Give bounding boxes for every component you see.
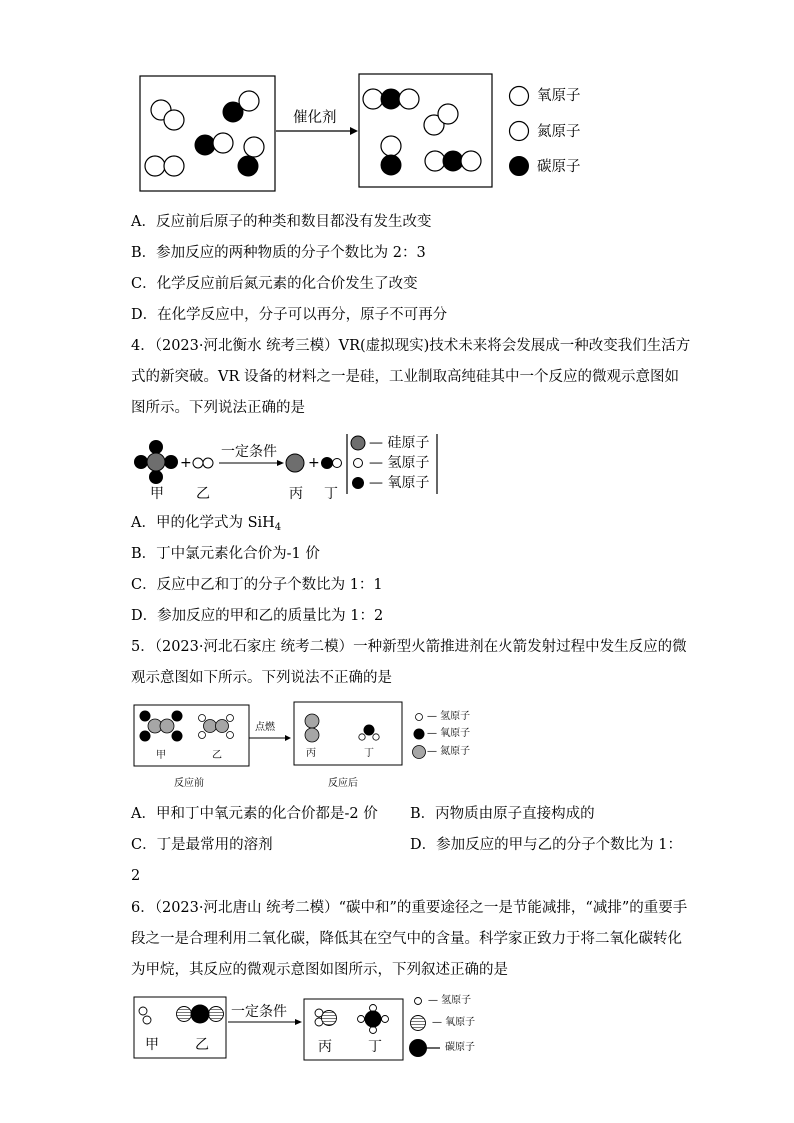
q5-stem-line2: 观示意图如下所示。下列说法不正确的是 [131,670,392,686]
hydrogen-atom [358,1016,365,1023]
q5-condition-label: 点燃 [255,722,275,733]
q3-option-a: A．反应前后原子的种类和数目都没有发生改变 [131,214,432,230]
q6-legend-carbon: 碳原子 [445,1042,475,1053]
q6-label-ding: 丁 [368,1039,382,1055]
q5-caption-after: 反应后 [328,778,358,789]
q5-legend-oxygen: — 氧原子 [427,728,471,739]
q4-stem-line1: 4．（2023·河北衡水 统考三模）VR(虚拟现实)技术未来将会发展成一种改变我们生活方 [131,338,691,354]
q4-stem-line2: 式的新突破。VR 设备的材料之一是硅，工业制取高纯硅其中一个反应的微观示意图如 [131,369,679,385]
q4-label-bing: 丙 [289,486,303,502]
q4-stem-line3: 图所示。下列说法正确的是 [131,400,305,416]
q3-legend-nitrogen: 氮原子 [537,124,581,140]
q3-option-b: B．参加反应的两种物质的分子个数比为 2：3 [131,245,426,261]
q4-option-d: D．参加反应的甲和乙的质量比为 1：2 [131,608,384,624]
q4-option-b: B．丁中氯元素化合价为-1 价 [131,546,320,562]
q6-stem-line3: 为甲烷，其反应的微观示意图如图所示，下列叙述正确的是 [131,962,508,978]
q4-option-c: C．反应中乙和丁的分子个数比为 1：1 [131,577,383,593]
q5-legend-hydrogen: — 氢原子 [427,711,471,722]
hydrogen-atom [370,1027,377,1034]
q5-option-d: D．参加反应的甲与乙的分子个数比为 1： [410,837,682,853]
q5-option-c: C．丁是最常用的溶剂 [131,837,273,853]
q4-condition-label: 一定条件 [221,444,277,460]
plus-sign: + [308,455,320,471]
legend-carbon-icon [409,1039,427,1057]
q5-option-d-cont: 2 [131,868,141,884]
legend-hydrogen-icon [415,998,422,1005]
q5-label-bing: 丙 [306,748,316,759]
q5-label-yi: 乙 [212,750,222,761]
q4-legend-silicon: — 硅原子 [369,435,430,451]
q3-legend-carbon: 碳原子 [537,159,581,175]
q5-option-b: B．丙物质由原子直接构成的 [410,806,595,822]
q6-condition-label: 一定条件 [231,1004,287,1020]
q4-label-jia: 甲 [150,486,164,502]
q6-stem-line1: 6．（2023·河北唐山 统考二模）“碳中和”的重要途径之一是节能减排，“减排”的重要手 [131,900,688,916]
q6-label-jia: 甲 [145,1037,159,1053]
hydrogen-atom [382,1016,389,1023]
hydrogen-atom [143,1016,151,1024]
q4-legend-hydrogen: — 氢原子 [369,455,430,471]
q6-stem-line2: 段之一是合理利用二氧化碳，降低其在空气中的含量。科学家正致力于将二氧化碳转化 [131,931,682,947]
q4-option-a: A．甲的化学式为 SiH$_4$ [131,515,282,533]
carbon-atom [365,1011,382,1028]
q4-label-yi: 乙 [196,486,210,502]
q3-option-d: D．在化学反应中，分子可以再分，原子不可再分 [131,307,448,323]
oxygen-atom [209,1007,224,1022]
q5-option-a: A．甲和丁中氧元素的化合价都是-2 价 [131,806,378,822]
q6-legend-hydrogen: — 氢原子 [428,995,472,1006]
oxygen-atom [177,1007,192,1022]
q3-catalyst-label: 催化剂 [293,110,337,126]
q5-stem-line1: 5．（2023·河北石家庄 统考二模）一种新型火箭推进剂在火箭发射过程中发生反应的微 [131,639,687,655]
plus-sign: + [180,455,192,471]
q4-legend-chlorine: — 氧原子 [369,475,430,491]
q4-label-ding: 丁 [324,486,338,502]
q3-option-c: C．化学反应前后氮元素的化合价发生了改变 [131,276,418,292]
q3-legend-oxygen: 氧原子 [537,88,581,104]
q5-label-jia: 甲 [156,750,166,761]
hydrogen-atom [139,1007,147,1015]
carbon-atom [191,1005,210,1024]
q5-label-ding: 丁 [364,748,374,759]
hydrogen-atom [370,1005,377,1012]
q6-label-yi: 乙 [195,1037,209,1053]
q5-legend-nitrogen: — 氮原子 [427,746,471,757]
q5-caption-before: 反应前 [174,778,204,789]
q6-legend-oxygen: — 氧原子 [432,1017,476,1028]
oxygen-atom [322,1011,337,1026]
legend-oxygen-icon [411,1016,426,1031]
q6-label-bing: 丙 [318,1039,332,1055]
